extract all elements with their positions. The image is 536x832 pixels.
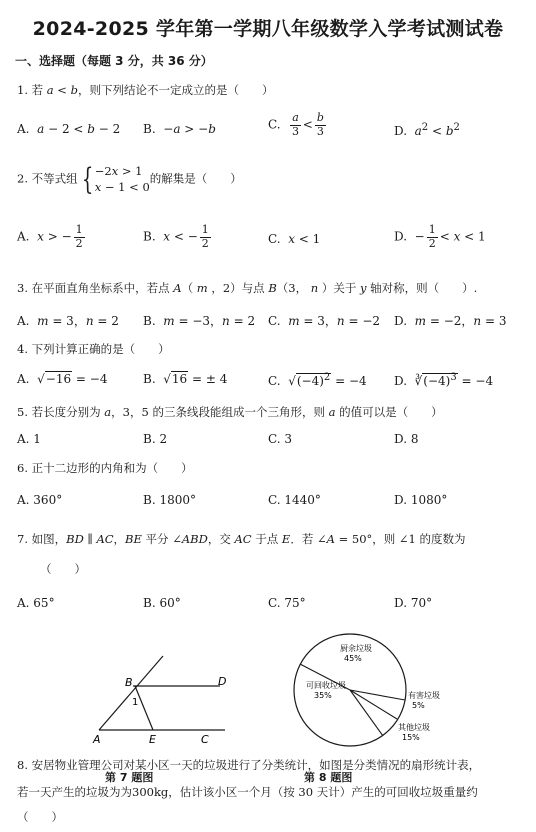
q3-option-b[interactable]: B. m = −3，n = 2 <box>143 314 256 328</box>
q7-option-a[interactable]: A. 65° <box>17 596 55 610</box>
fig7-label-b: B <box>125 676 133 689</box>
q2-option-d[interactable]: D. − $\frac{1}{2}$ < x < 1 <box>394 223 486 250</box>
q6-option-c[interactable]: C. 1440° <box>268 493 321 507</box>
question-8-blank: （ ） <box>17 810 63 824</box>
q4-option-a[interactable]: A. √−16 = −4 <box>17 372 108 386</box>
q3-option-d[interactable]: D. m = −2，n = 3 <box>394 314 507 328</box>
q2-option-c[interactable]: C. x < 1 <box>268 232 321 246</box>
question-4-text: 4. 下列计算正确的是（ ） <box>17 342 170 356</box>
question-5-text: 5. 若长度分别为 a，3，5 的三条线段能组成一个三角形，则 a 的值可以是（ ） <box>17 405 443 419</box>
question-8-line-2: 若一天产生的垃圾为为300kg，估计该小区一个月（按 30 天计）产生的可回收垃圾重量约 <box>17 785 478 799</box>
q6-option-a[interactable]: A. 360° <box>17 493 63 507</box>
figure-8-pie-chart <box>290 630 480 750</box>
question-6-text: 6. 正十二边形的内角和为（ ） <box>17 461 193 475</box>
pie-label-kitchen: 厨余垃圾 <box>340 644 372 653</box>
pie-label-recyclable: 可回收垃圾 <box>306 681 346 690</box>
pie-label-harmful: 有害垃圾 <box>408 691 440 700</box>
q1-option-d[interactable]: D. $a^2 < b^2$ <box>394 122 460 138</box>
q6-option-d[interactable]: D. 1080° <box>394 493 448 507</box>
q4-option-d[interactable]: D. $∛(-4)^3 = -4$ <box>394 372 494 388</box>
pie-pct-recyclable: 35% <box>314 691 332 700</box>
q1-option-b[interactable]: B. −a > −b <box>143 122 216 136</box>
question-7-text: 7. 如图，BD ∥ AC，BE 平分 ∠ABD，交 AC 于点 E．若 ∠A = 50°，则 ∠1 的度数为 <box>17 532 466 546</box>
question-8-line-1: 8. 安居物业管理公司对某小区一天的垃圾进行了分类统计，如图是分类情况的扇形统计表， <box>17 758 481 772</box>
pie-pct-harmful: 5% <box>412 701 425 710</box>
section-heading: 一、选择题（每题 3 分，共 36 分） <box>15 54 213 68</box>
q5-option-b[interactable]: B. 2 <box>143 432 168 446</box>
q3-option-a[interactable]: A. m = 3，n = 2 <box>17 314 119 328</box>
figure-7-caption: 第 7 题图 <box>105 771 154 784</box>
question-1-text: 1. 若 a < b，则下列结论不一定成立的是（ ） <box>17 83 274 97</box>
q7-option-b[interactable]: B. 60° <box>143 596 181 610</box>
q5-option-d[interactable]: D. 8 <box>394 432 419 446</box>
pie-label-other: 其他垃圾 <box>398 723 430 732</box>
q1-option-a[interactable]: A. a − 2 < b − 2 <box>17 122 121 136</box>
fig7-label-d: D <box>218 675 227 688</box>
q5-option-a[interactable]: A. 1 <box>17 432 41 446</box>
question-2-text: 2. 不等式组 { −2x > 1 x − 1 < 0 的解集是（ ） <box>17 161 242 197</box>
q4-option-b[interactable]: B. √16 = ± 4 <box>143 372 228 386</box>
fig7-angle-1: 1 <box>132 697 139 708</box>
q2-option-a[interactable]: A. x > − $\frac{1}{2}$ <box>17 223 83 250</box>
q1-option-c[interactable]: C. $\frac{a}{3}$ < $\frac{b}{3}$ <box>268 111 324 138</box>
exam-title: 2024-2025 学年第一学期八年级数学入学考试测试卷 <box>32 18 504 40</box>
question-3-text: 3. 在平面直角坐标系中，若点 A（ m ，2）与点 B（3， n ）关于 y 轴对称，则（ ）. <box>17 281 478 295</box>
question-7-blank: （ ） <box>40 562 86 576</box>
q5-option-c[interactable]: C. 3 <box>268 432 293 446</box>
q3-option-c[interactable]: C. m = 3，n = −2 <box>268 314 381 328</box>
q6-option-b[interactable]: B. 1800° <box>143 493 196 507</box>
q7-option-c[interactable]: C. 75° <box>268 596 306 610</box>
q4-option-c[interactable]: C. $√(-4)^2 = -4$ <box>268 372 367 388</box>
fig7-label-a: A <box>93 733 101 746</box>
pie-pct-kitchen: 45% <box>344 654 362 663</box>
figure-8-caption: 第 8 题图 <box>304 771 353 784</box>
q2-option-b[interactable]: B. x < − $\frac{1}{2}$ <box>143 223 209 250</box>
fig7-label-e: E <box>149 733 156 746</box>
q7-option-d[interactable]: D. 70° <box>394 596 433 610</box>
pie-pct-other: 15% <box>402 733 420 742</box>
fig7-label-c: C <box>201 733 209 746</box>
figure-7-diagram <box>85 648 245 748</box>
